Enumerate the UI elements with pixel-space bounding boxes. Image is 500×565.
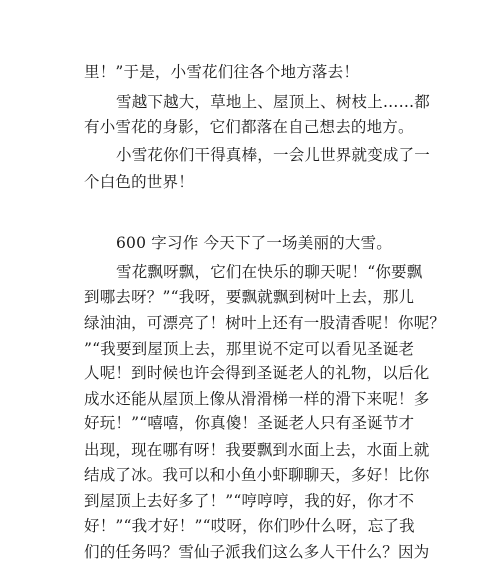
text-line: 出现，现在哪有呀！我要飘到水面上去，水面上就 [84,441,430,459]
text-line: ”“我要到屋顶上去，那里说不定可以看见圣诞老 [84,340,415,358]
text-line: 个白色的世界！ [84,173,194,191]
text-line: 好！”“我才好！”“哎呀，你们吵什么呀，忘了我 [84,517,415,535]
text-line: 到哪去呀？”“我呀，要飘就飘到树叶上去，那儿 [84,288,415,306]
text-line: 好玩！”“嘻嘻，你真傻！圣诞老人只有圣诞节才 [84,414,415,432]
text-line: 有小雪花的身影，它们都落在自己想去的地方。 [84,118,414,136]
text-line: 600 字习作 今天下了一场美丽的大雪。 [116,234,392,252]
text-line: 雪越下越大，草地上、屋顶上、树枝上……都 [116,93,431,111]
text-line: 小雪花你们干得真棒，一会儿世界就变成了一 [116,146,431,164]
text-line: 到屋顶上去好多了！”“哼哼哼，我的好，你才不 [84,492,415,510]
text-line: 结成了冰。我可以和小鱼小虾聊聊天，多好！比你 [84,466,430,484]
text-line: 们的任务吗？雪仙子派我们这么多人干什么？因为 [84,543,430,561]
text-line: 成水还能从屋顶上像从滑滑梯一样的滑下来呢！多 [84,390,430,408]
text-line: 雪花飘呀飘，它们在快乐的聊天呢！“你要飘 [116,263,423,281]
text-line: 人呢！到时候也许会得到圣诞老人的礼物，以后化 [84,364,430,382]
text-line: 绿油油，可漂亮了！树叶上还有一股清香呢！你呢？ [84,314,446,332]
text-line: 里！”于是，小雪花们往各个地方落去！ [84,63,360,81]
